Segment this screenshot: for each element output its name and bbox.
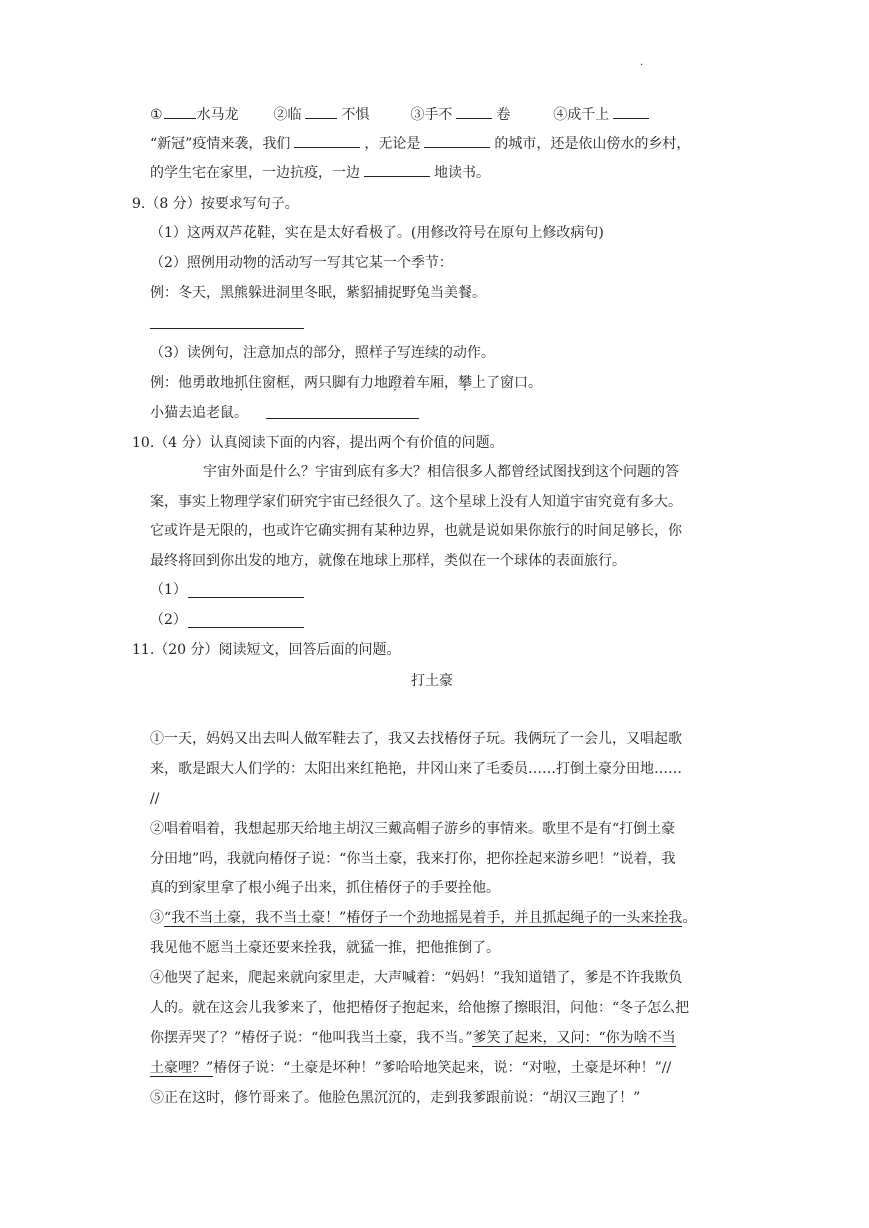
q9-answer-line-2[interactable] — [150, 328, 304, 329]
idiom-2-prefix: ②临 — [273, 107, 302, 123]
q9-answer-line-3[interactable] — [266, 418, 419, 419]
idiom-4-prefix: ④成千上 — [553, 107, 610, 123]
p4-underlined-part-1: 爹笑了起来，又问：“你为啥不当 — [472, 1030, 676, 1046]
p3-marker: ③ — [150, 910, 164, 926]
q10-para-line-1: 宇宙外面是什么？宇宙到底有多大？相信很多人都曾经试图找到这个问题的答 — [203, 464, 679, 480]
p4-l4-text: 椿伢子说：“土豪是坏种！”爹哈哈地笑起来，说：“对啦，土豪是坏种！”// — [213, 1060, 672, 1076]
idiom-3-suffix: 卷 — [496, 107, 511, 123]
story-p2-line-1: ②唱着唱着，我想起那天给地主胡汉三戴高帽子游乡的事情来。歌里不是有“打倒土豪 — [150, 821, 676, 837]
q10-answer-line-2[interactable] — [188, 627, 304, 628]
story-p1-line-2: 来，歌是跟大人们学的：太阳出来红艳艳，井冈山来了毛委员……打倒土豪分田地…… — [150, 761, 682, 777]
q10-para-line-3: 它或许是无限的，也或许它确实拥有某种边界，也就是说如果你旅行的时间足够长，你 — [150, 523, 682, 539]
idiom-4-blank[interactable] — [613, 104, 649, 119]
covid-line-2 — [150, 162, 490, 184]
covid-text-2: ，无论是 — [364, 136, 421, 152]
covid-text-5: 地读书。 — [434, 165, 490, 181]
story-p1-line-3: // — [150, 791, 160, 807]
ex3-dotted-3: 攀 — [458, 375, 472, 391]
idiom-2-suffix: 不惧 — [341, 107, 370, 123]
q9-task3 — [150, 402, 248, 424]
q9-sub1: （1）这两双芦花鞋，实在是太好看极了。(用修改符号在原句上修改病句) — [150, 225, 604, 241]
p4-underlined-part-2: 土豪哩？” — [150, 1060, 214, 1076]
q9-example3 — [150, 372, 542, 394]
story-p2-line-3: 真的到家里拿了根小绳子出来，抓住椿伢子的手要拴他。 — [150, 880, 500, 896]
q9-sub2: （2）照例用动物的活动写一写其它某一个季节： — [150, 255, 453, 271]
idiom-3-blank[interactable] — [456, 104, 492, 119]
covid-blank-3[interactable] — [364, 162, 430, 177]
story-p4-line-4 — [150, 1057, 671, 1079]
covid-line-1 — [150, 133, 690, 155]
q10-answer-label-2: （2） — [150, 612, 187, 628]
idiom-fill-line — [150, 104, 653, 126]
idiom-3-prefix: ③手不 — [410, 107, 453, 123]
q10-title: 10.（4 分）认真阅读下面的内容，提出两个有价值的问题。 — [132, 435, 504, 451]
q9-title: 9.（8 分）按要求写句子。 — [132, 196, 299, 212]
story-title: 打土豪 — [411, 673, 453, 689]
covid-blank-1[interactable] — [294, 133, 360, 148]
q9-task3-text: 小猫去追老鼠。 — [150, 405, 248, 421]
story-p4-line-3 — [150, 1027, 676, 1049]
idiom-1-blank[interactable] — [164, 104, 196, 119]
p3-period: 。 — [682, 910, 697, 926]
q10-para-line-4: 最终将回到你出发的地方，就像在地球上那样，类似在一个球体的表面旅行。 — [150, 553, 626, 569]
story-p4-line-1: ④他哭了起来，爬起来就向家里走，大声喊着：“妈妈！”我知道错了，爹是不许我欺负 — [150, 970, 683, 986]
p3-underlined-sentence: “我不当土豪，我不当土豪！”椿伢子一个劲地摇晃着手，并且抓起绳子的一头来拴我 — [164, 910, 683, 926]
ex3-text-c: 着车厢， — [402, 375, 458, 391]
corner-mark: . — [640, 57, 644, 68]
story-p4-line-2: 人的。就在这会儿我爹来了，他把椿伢子抱起来，给他擦了擦眼泪，问他：“冬子怎么把 — [150, 1000, 690, 1016]
idiom-1-suffix: 水马龙 — [196, 107, 239, 123]
story-p3-line-1 — [150, 907, 696, 929]
story-p5-line-1: ⑤正在这时，修竹哥来了。他脸色黑沉沉的，走到我爹跟前说：“胡汉三跑了！” — [150, 1090, 641, 1106]
covid-text-4: 的学生宅在家里，一边抗疫，一边 — [150, 165, 360, 181]
ex3-text-a: 例：他勇敢地 — [150, 375, 234, 391]
story-p1-line-1: ①一天，妈妈又出去叫人做军鞋去了，我又去找椿伢子玩。我俩玩了一会儿，又唱起歌 — [150, 731, 682, 747]
q10-answer-line-1[interactable] — [188, 597, 304, 598]
q9-sub3: （3）读例句，注意加点的部分，照样子写连续的动作。 — [150, 345, 495, 361]
ex3-dotted-1: 抓 — [234, 375, 248, 391]
covid-blank-2[interactable] — [424, 133, 490, 148]
q11-title: 11.（20 分）阅读短文，回答后面的问题。 — [132, 642, 401, 658]
p4-l3-text: 你摆弄哭了？”椿伢子说：“他叫我当土豪，我不当。” — [150, 1030, 473, 1046]
story-p3-line-2: 我见他不愿当土豪还要来拴我，就猛一推，把他推倒了。 — [150, 940, 500, 956]
idiom-1-prefix: ① — [150, 107, 163, 123]
story-p2-line-2: 分田地”吗，我就向椿伢子说：“你当土豪，我来打你，把你拴起来游乡吧！”说着，我 — [150, 851, 676, 867]
covid-text-1: “新冠”疫情来袭，我们 — [150, 136, 291, 152]
q10-para-line-2: 案，事实上物理学家们研究宇宙已经很久了。这个星球上没有人知道宇宙究竟有多大。 — [150, 494, 682, 510]
idiom-2-blank[interactable] — [305, 104, 337, 119]
ex3-text-d: 上了窗口。 — [472, 375, 542, 391]
ex3-text-b: 住窗框，两只脚有力地 — [248, 375, 388, 391]
q10-answer-label-1: （1） — [150, 582, 187, 598]
ex3-dotted-2: 蹬 — [388, 375, 402, 391]
q9-example2: 例：冬天，黑熊躲进洞里冬眠，紫貂捕捉野兔当美餐。 — [150, 285, 486, 301]
covid-text-3: 的城市，还是依山傍水的乡村， — [494, 136, 691, 152]
